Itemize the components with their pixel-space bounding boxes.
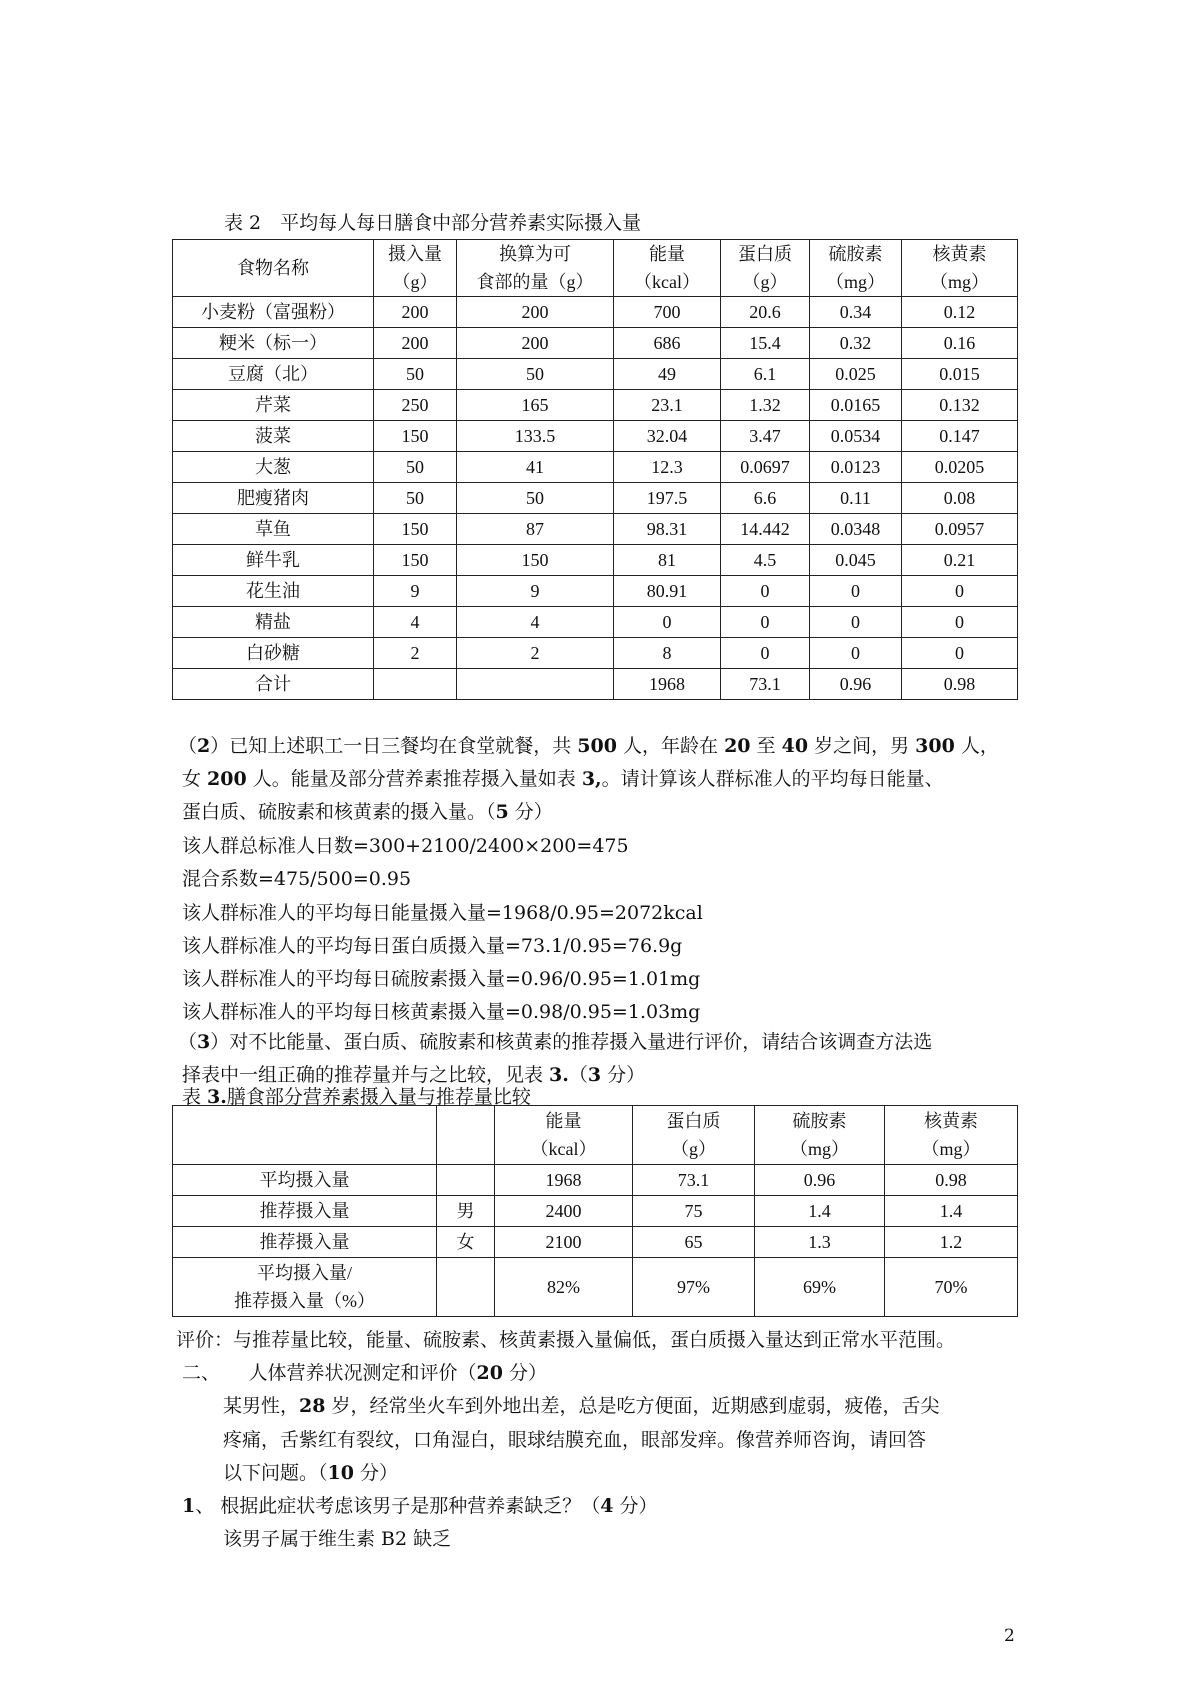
header-line-2: （kcal） xyxy=(634,272,700,292)
table2-header-cell xyxy=(721,240,810,297)
value-cell: 0.045 xyxy=(810,545,902,576)
value-cell: 150 xyxy=(457,545,614,576)
value-cell: 3.47 xyxy=(721,421,810,452)
food-name-cell: 合计 xyxy=(173,669,374,700)
value-cell: 推荐摄入量 xyxy=(173,1196,437,1227)
header-line-2: （g） xyxy=(742,272,788,292)
value-cell: 50 xyxy=(457,359,614,390)
ratio-row xyxy=(173,1258,1018,1317)
value-cell: 0.21 xyxy=(902,545,1018,576)
value-cell: 50 xyxy=(457,483,614,514)
table-row xyxy=(173,1196,1018,1227)
food-name-cell: 豆腐（北） xyxy=(173,359,374,390)
calc-line: 混合系数=475/500=0.95 xyxy=(182,868,412,890)
table3-header-cell xyxy=(755,1106,885,1165)
value-cell: 700 xyxy=(614,297,721,328)
value-cell: 686 xyxy=(614,328,721,359)
table-row xyxy=(173,421,1018,452)
value-cell: 0.12 xyxy=(902,297,1018,328)
header-line-1: 能量 xyxy=(649,244,685,264)
page-number: 2 xyxy=(1004,1626,1015,1646)
value-cell: 2100 xyxy=(495,1227,633,1258)
value-cell: 6.1 xyxy=(721,359,810,390)
value-cell: 0.0165 xyxy=(810,390,902,421)
value-cell: 65 xyxy=(633,1227,755,1258)
table2-header-cell xyxy=(173,240,374,297)
value-cell: 50 xyxy=(374,483,457,514)
value-cell: 0.025 xyxy=(810,359,902,390)
food-name-cell: 精盐 xyxy=(173,607,374,638)
value-cell: 200 xyxy=(457,297,614,328)
table-row xyxy=(173,607,1018,638)
table-row xyxy=(173,669,1018,700)
value-cell: 4 xyxy=(374,607,457,638)
value-cell: 87 xyxy=(457,514,614,545)
value-cell: 50 xyxy=(374,359,457,390)
table3-header-cell xyxy=(885,1106,1018,1165)
value-cell: 0 xyxy=(902,638,1018,669)
value-cell: 0.08 xyxy=(902,483,1018,514)
header-line-2: 食部的量（g） xyxy=(476,272,594,292)
value-cell: 9 xyxy=(374,576,457,607)
value-cell xyxy=(457,669,614,700)
food-name-cell: 白砂糖 xyxy=(173,638,374,669)
value-cell: 0 xyxy=(902,576,1018,607)
value-cell: 75 xyxy=(633,1196,755,1227)
value-cell: 6.6 xyxy=(721,483,810,514)
value-cell: 0 xyxy=(721,607,810,638)
case-line-2: 疼痛，舌紫红有裂纹，口角湿白，眼球结膜充血，眼部发痒。像营养师咨询，请回答 xyxy=(223,1429,927,1451)
header-line-1: 核黄素 xyxy=(924,1111,978,1131)
value-cell: 平均摄入量 xyxy=(173,1165,437,1196)
ratio-value-cell: 70% xyxy=(885,1258,1018,1317)
table-row xyxy=(173,1165,1018,1196)
table3-empty-cell xyxy=(173,1106,437,1165)
table-row xyxy=(173,452,1018,483)
value-cell: 0 xyxy=(614,607,721,638)
table2-header-cell xyxy=(374,240,457,297)
value-cell: 4.5 xyxy=(721,545,810,576)
value-cell: 0.147 xyxy=(902,421,1018,452)
header-line-1: 食物名称 xyxy=(237,258,309,278)
value-cell xyxy=(374,669,457,700)
value-cell: 1.3 xyxy=(755,1227,885,1258)
value-cell: 0 xyxy=(721,576,810,607)
value-cell: 197.5 xyxy=(614,483,721,514)
value-cell: 2400 xyxy=(495,1196,633,1227)
food-name-cell: 花生油 xyxy=(173,576,374,607)
header-line-1: 硫胺素 xyxy=(828,244,883,264)
value-cell: 0.0123 xyxy=(810,452,902,483)
food-name-cell: 鲜牛乳 xyxy=(173,545,374,576)
value-cell: 0.0205 xyxy=(902,452,1018,483)
value-cell: 0.0957 xyxy=(902,514,1018,545)
food-name-cell: 小麦粉（富强粉） xyxy=(173,297,374,328)
table3-body xyxy=(173,1106,1018,1317)
table-row xyxy=(173,390,1018,421)
table-row xyxy=(173,1227,1018,1258)
table3-header-cell xyxy=(633,1106,755,1165)
value-cell: 1968 xyxy=(495,1165,633,1196)
table3-header-cell xyxy=(495,1106,633,1165)
header-line-1: 换算为可 xyxy=(499,244,571,264)
header-line-1: 蛋白质 xyxy=(666,1111,721,1131)
food-name-cell: 草鱼 xyxy=(173,514,374,545)
value-cell: 1.4 xyxy=(885,1196,1018,1227)
value-cell: 男 xyxy=(437,1196,495,1227)
table-row xyxy=(173,576,1018,607)
value-cell: 150 xyxy=(374,545,457,576)
value-cell: 200 xyxy=(457,328,614,359)
q2-line-1: （2）已知上述职工一日三餐均在食堂就餐，共 500 人，年龄在 20 至 40 岁之间，男 300 人， xyxy=(178,735,999,757)
q3-line-2: 择表中一组正确的推荐量并与之比较，见表 3.（3 分） xyxy=(182,1064,646,1086)
calc-line: 该人群总标准人日数=300+2100/2400×200=475 xyxy=(182,835,629,857)
table2-body xyxy=(173,240,1018,700)
value-cell: 0.16 xyxy=(902,328,1018,359)
q2-line-3: 蛋白质、硫胺素和核黄素的摄入量。（5 分） xyxy=(182,801,553,823)
q3-line-1: （3）对不比能量、蛋白质、硫胺素和核黄素的推荐摄入量进行评价，请结合该调查方法选 xyxy=(178,1031,933,1053)
table2-header-cell xyxy=(902,240,1018,297)
header-line-2: （mg） xyxy=(789,1139,849,1159)
case-line-1: 某男性，28 岁，经常坐火车到外地出差，总是吃方便面，近期感到虚弱，疲倦，舌尖 xyxy=(223,1395,940,1417)
header-line-2: （mg） xyxy=(825,272,885,292)
value-cell: 200 xyxy=(374,328,457,359)
q2-line-2: 女 200 人。能量及部分营养素推荐摄入量如表 3,。请计算该人群标准人的平均每日能量、 xyxy=(182,768,944,790)
value-cell: 0 xyxy=(810,576,902,607)
value-cell: 150 xyxy=(374,514,457,545)
table-row xyxy=(173,638,1018,669)
value-cell: 9 xyxy=(457,576,614,607)
value-cell: 8 xyxy=(614,638,721,669)
table3-header-row xyxy=(173,1106,1018,1165)
table2-header-cell xyxy=(614,240,721,297)
value-cell: 0.132 xyxy=(902,390,1018,421)
table-row xyxy=(173,359,1018,390)
value-cell: 1.2 xyxy=(885,1227,1018,1258)
value-cell: 1968 xyxy=(614,669,721,700)
value-cell: 0.11 xyxy=(810,483,902,514)
table2-header-cell xyxy=(457,240,614,297)
value-cell: 2 xyxy=(457,638,614,669)
value-cell: 15.4 xyxy=(721,328,810,359)
value-cell: 14.442 xyxy=(721,514,810,545)
table-row xyxy=(173,514,1018,545)
value-cell: 推荐摄入量 xyxy=(173,1227,437,1258)
food-name-cell: 菠菜 xyxy=(173,421,374,452)
table2-header-cell xyxy=(810,240,902,297)
value-cell: 12.3 xyxy=(614,452,721,483)
value-cell: 200 xyxy=(374,297,457,328)
value-cell: 2 xyxy=(374,638,457,669)
value-cell: 0.32 xyxy=(810,328,902,359)
value-cell: 80.91 xyxy=(614,576,721,607)
header-line-2: （mg） xyxy=(929,272,989,292)
ratio-label-line-1: 平均摄入量/ xyxy=(256,1263,352,1283)
case-line-3: 以下问题。（10 分） xyxy=(223,1462,399,1484)
food-name-cell: 大葱 xyxy=(173,452,374,483)
value-cell: 0.0348 xyxy=(810,514,902,545)
value-cell: 41 xyxy=(457,452,614,483)
ratio-value-cell: 69% xyxy=(755,1258,885,1317)
value-cell: 0.015 xyxy=(902,359,1018,390)
evaluation-text: 评价：与推荐量比较，能量、硫胺素、核黄素摄入量偏低，蛋白质摄入量达到正常水平范围。 xyxy=(176,1329,956,1351)
value-cell: 49 xyxy=(614,359,721,390)
value-cell: 0 xyxy=(902,607,1018,638)
value-cell: 50 xyxy=(374,452,457,483)
value-cell: 133.5 xyxy=(457,421,614,452)
header-line-2: （g） xyxy=(671,1139,716,1159)
value-cell: 32.04 xyxy=(614,421,721,452)
answer-1: 该男子属于维生素 B2 缺乏 xyxy=(223,1528,452,1550)
value-cell: 0 xyxy=(810,638,902,669)
header-line-1: 能量 xyxy=(545,1111,582,1131)
value-cell: 0.98 xyxy=(885,1165,1018,1196)
food-name-cell: 芹菜 xyxy=(173,390,374,421)
table3-empty-cell xyxy=(437,1106,495,1165)
ratio-label-line-2: 推荐摄入量（%） xyxy=(234,1291,375,1311)
calc-line: 该人群标准人的平均每日核黄素摄入量=0.98/0.95=1.03mg xyxy=(182,1001,701,1023)
calc-line: 该人群标准人的平均每日蛋白质摄入量=73.1/0.95=76.9g xyxy=(182,935,683,957)
table2-header-row xyxy=(173,240,1018,297)
table2 xyxy=(172,239,1018,700)
value-cell: 0.0697 xyxy=(721,452,810,483)
value-cell: 女 xyxy=(437,1227,495,1258)
value-cell: 0.96 xyxy=(810,669,902,700)
value-cell xyxy=(437,1165,495,1196)
table-row xyxy=(173,297,1018,328)
value-cell: 0.0534 xyxy=(810,421,902,452)
value-cell: 73.1 xyxy=(633,1165,755,1196)
value-cell: 4 xyxy=(457,607,614,638)
value-cell: 250 xyxy=(374,390,457,421)
header-line-1: 硫胺素 xyxy=(792,1111,847,1131)
calc-line: 该人群标准人的平均每日硫胺素摄入量=0.96/0.95=1.01mg xyxy=(182,968,701,990)
value-cell: 0.96 xyxy=(755,1165,885,1196)
value-cell: 0 xyxy=(810,607,902,638)
food-name-cell: 粳米（标一） xyxy=(173,328,374,359)
ratio-label-cell xyxy=(173,1258,437,1317)
question-1: 1、 根据此症状考虑该男子是那种营养素缺乏？（4 分） xyxy=(182,1495,658,1517)
value-cell: 1.4 xyxy=(755,1196,885,1227)
table-row xyxy=(173,483,1018,514)
ratio-value-cell: 97% xyxy=(633,1258,755,1317)
calc-line: 该人群标准人的平均每日能量摄入量=1968/0.95=2072kcal xyxy=(182,902,703,924)
food-name-cell: 肥瘦猪肉 xyxy=(173,483,374,514)
value-cell: 165 xyxy=(457,390,614,421)
ratio-value-cell: 82% xyxy=(495,1258,633,1317)
header-line-2: （mg） xyxy=(921,1139,981,1159)
table-row xyxy=(173,545,1018,576)
table3-title: 表 3.膳食部分营养素摄入量与推荐量比较 xyxy=(182,1086,531,1108)
table2-title: 表 2 平均每人每日膳食中部分营养素实际摄入量 xyxy=(224,212,642,234)
value-cell: 0.98 xyxy=(902,669,1018,700)
header-line-2: （g） xyxy=(392,272,438,292)
value-cell: 81 xyxy=(614,545,721,576)
header-line-2: （kcal） xyxy=(530,1139,597,1159)
value-cell: 0 xyxy=(721,638,810,669)
header-line-1: 核黄素 xyxy=(932,244,987,264)
header-line-1: 摄入量 xyxy=(388,244,442,264)
section-2-heading: 二、 人体营养状况测定和评价（20 分） xyxy=(182,1362,548,1384)
value-cell: 150 xyxy=(374,421,457,452)
value-cell: 98.31 xyxy=(614,514,721,545)
header-line-1: 蛋白质 xyxy=(738,244,792,264)
table3 xyxy=(172,1105,1018,1317)
value-cell: 1.32 xyxy=(721,390,810,421)
table3-empty-cell xyxy=(437,1258,495,1317)
table-row xyxy=(173,328,1018,359)
value-cell: 20.6 xyxy=(721,297,810,328)
value-cell: 0.34 xyxy=(810,297,902,328)
value-cell: 23.1 xyxy=(614,390,721,421)
value-cell: 73.1 xyxy=(721,669,810,700)
